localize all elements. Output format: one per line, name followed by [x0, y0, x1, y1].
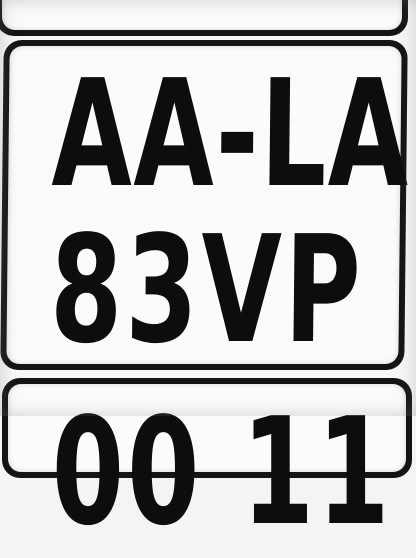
plate-partial-bottom — [2, 378, 412, 558]
plate-main — [0, 40, 412, 376]
plate-partial-top — [0, 0, 408, 36]
plate-bottom-peek-text: 00 11 — [51, 386, 393, 558]
plate-line-2: 83VP — [49, 204, 365, 376]
plate-face-main — [6, 46, 412, 376]
plate-face-top — [2, 0, 402, 30]
plate-line-1: AA-LA — [50, 48, 412, 220]
plate-face-bottom — [8, 384, 406, 558]
